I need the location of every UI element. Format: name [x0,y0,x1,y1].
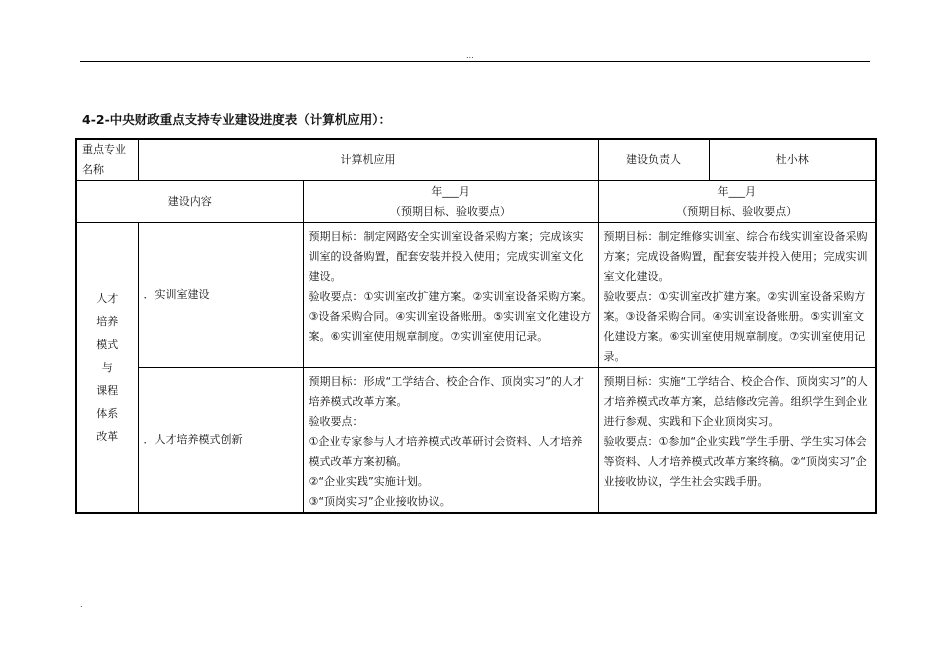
category-cell [76,223,138,514]
progress-table [75,138,877,514]
item-period-2 [598,223,876,368]
footer-dot: . [80,600,83,609]
period-2-date: 年___月 [717,184,756,198]
item-text: 预期目标：制定维修实训室、综合布线实训室设备采购方案；完成设备购置，配套安装并投入使用；完成实训室文化建设。 [603,230,868,283]
header-dots: ... [466,51,474,60]
item-text: 验收要点：①实训室改扩建方案。②实训室设备采购方案。③设备采购合同。④实训室设备账册。⑤实训室文化建设方案。⑥实训室使用规章制度。⑦实训室使用记录。 [603,290,866,363]
item-text: 验收要点：①参加“企业实践”学生手册、学生实习体会等资料、人才培养模式改革方案终稿。②“顶岗实习”企业接收协议，学生社会实践手册。 [603,435,867,488]
major-name-value: 计算机应用 [138,139,598,181]
construction-lead-value: 杜小林 [709,139,876,181]
major-name-label: 重点专业名称 [76,139,138,181]
category-char: 改革 [96,430,119,443]
period-1-subtitle: （预期目标、验收要点） [390,204,511,218]
header-rule [80,61,870,62]
document-title: 4-2-中央财政重点支持专业建设进度表（计算机应用）： [82,112,392,127]
category-char: 与 [101,361,113,374]
item-text: 验收要点： [308,415,364,428]
table-row [76,139,876,181]
item-text: 预期目标：实施“工学结合、校企合作、顶岗实习”的人才培养模式改革方案，总结修改完善。组织学生到企业进行参观、实践和下企业顶岗实习。 [603,375,868,428]
item-text: 预期目标：制定网路安全实训室设备采购方案；完成该实训室的设备购置，配套安装并投入使用；完成实训室文化建设。 [308,230,584,283]
item-period-2 [598,368,876,514]
category-char: 培养 [96,315,119,328]
construction-lead-label: 建设负责人 [598,139,709,181]
item-text: ①企业专家参与人才培养模式改革研讨会资料、人才培养模式改革方案初稿。 [308,435,583,468]
item-name: ．实训室建设 [138,223,303,368]
item-text: 验收要点：①实训室改扩建方案。②实训室设备采购方案。③设备采购合同。④实训室设备账册。⑤实训室文化建设方案。⑥实训室使用规章制度。⑦实训室使用记录。 [308,290,593,343]
period-2-header [598,181,876,223]
period-1-date: 年___月 [431,184,470,198]
period-1-header [303,181,598,223]
table-row [76,181,876,223]
item-period-1 [303,223,598,368]
period-2-subtitle: （预期目标、验收要点） [676,204,798,218]
item-period-1 [303,368,598,514]
item-text: ③“顶岗实习”企业接收协议。 [308,495,451,508]
category-char: 模式 [96,338,119,351]
item-text: 预期目标：形成“工学结合、校企合作、顶岗实习”的人才培养模式改革方案。 [308,375,584,408]
category-char: 体系 [96,407,119,420]
item-name: ．人才培养模式创新 [138,368,303,514]
construction-content-label: 建设内容 [76,181,303,223]
table-row [76,223,876,368]
item-text: ②“企业实践”实施计划。 [308,475,429,488]
category-char: 人才 [96,292,119,305]
table-row [76,368,876,514]
category-char: 课程 [96,384,119,397]
